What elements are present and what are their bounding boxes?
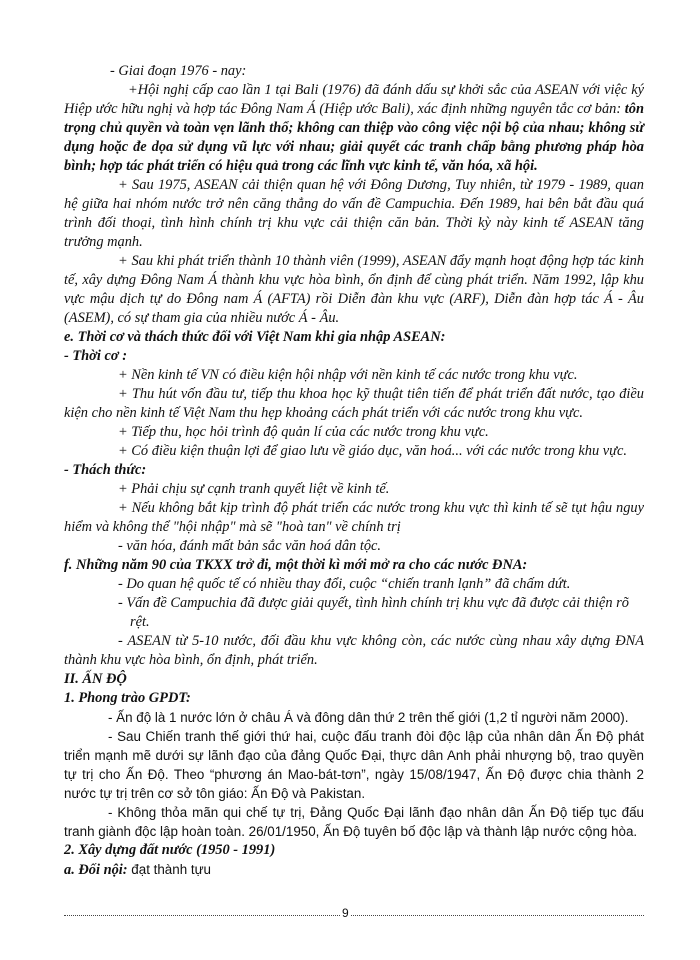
india-independence-paragraph: - Sau Chiến tranh thế giới thứ hai, cuộc đấu tranh đòi độc lập của nhân dân Ấn Độ phát triển mạnh mẽ dưới sự lãnh đạo của đảng Quốc Đại, thực dân Anh phải nhượng bộ, trao quyền tự trị cho Ấn Độ. Theo “phương án Mao-bát-tơn”, ngày 15/08/1947, Ấn Độ được chia thành 2 nước tự trị trên cơ sở tôn giáo: Ấn Độ và Pakistan. [64, 729, 644, 801]
footer-dotted-rule [64, 915, 644, 916]
list-item: - Do quan hệ quốc tế có nhiều thay đổi, cuộc “chiến tranh lạnh” đã chấm dứt. [118, 576, 571, 592]
list-item: + Tiếp thu, học hỏi trình độ quản lí của các nước trong khu vực. [118, 424, 489, 440]
challenges-label: - Thách thức: [64, 462, 147, 478]
subsection-a-line [64, 860, 644, 880]
list-item: - văn hóa, đánh mất bản sắc văn hoá dân tộc. [118, 538, 381, 554]
asean-indochina-paragraph: + Sau 1975, ASEAN cải thiện quan hệ với Đông Dương, Tuy nhiên, từ 1979 - 1989, quan hệ giữa hai nhóm nước trở nên căng thẳng do vấn đề Campuchia. Đến 1989, hai bên bắt đầu quá trình đối thoại, tình hình chính trị khu vực cải thiện căn bản. Thời kỳ này kinh tế ASEAN tăng trưởng mạnh. [64, 177, 644, 250]
bali-intro-text: +Hội nghị cấp cao lần 1 tại Bali (1976) đã đánh dấu sự khởi sắc của ASEAN với việc ký Hiệp ước hữu nghị và hợp tác Đông Nam Á (Hiệp ước Bali), xác định những nguyên tắc cơ bản: [64, 82, 644, 117]
asean-bali-paragraph [64, 81, 644, 176]
list-item-text: - Vấn đề Campuchia đã được giải quyết, tình hình chính trị khu vực đã được cải thiện rõ rệt. [118, 595, 629, 630]
subsection-1-heading: 1. Phong trào GPDT: [64, 690, 191, 706]
section-ii-heading: II. ẤN ĐỘ [64, 671, 127, 687]
india-intro-paragraph: - Ấn độ là 1 nước lớn ở châu Á và đông dân thứ 2 trên thế giới (1,2 tỉ người năm 2000). [108, 710, 629, 725]
list-item: + Có điều kiện thuận lợi để giao lưu về giáo dục, văn hoá... với các nước trong khu vực. [118, 443, 627, 459]
list-item: + Thu hút vốn đầu tư, tiếp thu khoa học kỹ thuật tiên tiến để phát triển đất nước, tạo điều kiện cho nền kinh tế Việt Nam thu hẹp khoảng cách phát triển với các nước trong khu vực. [64, 386, 644, 421]
section-f-heading: f. Những năm 90 của TKXX trở đi, một thời kì mới mở ra cho các nước ĐNA: [64, 557, 528, 573]
subsection-a-text: đạt thành tựu [127, 862, 211, 877]
list-item: + Nếu không bắt kịp trình độ phát triển các nước trong khu vực thì kinh tế sẽ tụt hậu nguy hiểm và không thể "hội nhập" mà sẽ "hoà tan" về chính trị [64, 500, 644, 535]
period-label: - Giai đoạn 1976 - nay: [110, 63, 247, 79]
list-item: + Nền kinh tế VN có điều kiện hội nhập với nền kinh tế các nước trong khu vực. [118, 367, 578, 383]
india-republic-paragraph: - Không thỏa mãn qui chế tự trị, Đảng Quốc Đại lãnh đạo nhân dân Ấn Độ tiếp tục đấu tranh giành độc lập hoàn toàn. 26/01/1950, Ấn Độ tuyên bố độc lập và thành lập nước cộng hòa. [64, 805, 644, 839]
list-item: - ASEAN từ 5-10 nước, đối đầu khu vực không còn, các nước cùng nhau xây dựng ĐNA thành khu vực hòa bình, ổn định, phát triển. [64, 633, 644, 668]
opportunities-label: - Thời cơ : [64, 348, 128, 364]
page-number: 9 [342, 906, 349, 920]
list-item: + Phải chịu sự cạnh tranh quyết liệt về kinh tế. [118, 481, 390, 497]
document-body [64, 62, 644, 880]
subsection-a-label: a. Đối nội: [64, 862, 128, 878]
opportunities-list [64, 366, 644, 461]
section-e-heading: e. Thời cơ và thách thức đối với Việt Nam khi gia nhập ASEAN: [64, 329, 446, 345]
page-footer [64, 906, 644, 922]
bali-principles-text: tôn trọng chủ quyền và toàn vẹn lãnh thổ; không can thiệp vào công việc nội bộ của nhau; không sử dụng hoặc đe dọa sử dụng vũ lực với nhau; giải quyết các tranh chấp bằng phương pháp hòa bình; hợp tác phát triển có hiệu quả trong các lĩnh vực kinh tế, văn hóa, xã hội. [64, 101, 644, 174]
asean-expansion-paragraph: + Sau khi phát triển thành 10 thành viên (1999), ASEAN đẩy mạnh hoạt động hợp tác kinh tế, xây dựng Đông Nam Á thành khu vực hòa bình, ổn định để cùng phát triển. Năm 1992, lập khu vực mậu dịch tự do Đông nam Á (AFTA) rồi Diễn đàn khu vực (ARF), Diễn đàn hợp tác Á - Âu (ASEM), có sự tham gia của nhiều nước Á - Âu. [64, 253, 644, 326]
list-item [64, 594, 644, 632]
subsection-2-heading: 2. Xây dựng đất nước (1950 - 1991) [64, 842, 276, 858]
